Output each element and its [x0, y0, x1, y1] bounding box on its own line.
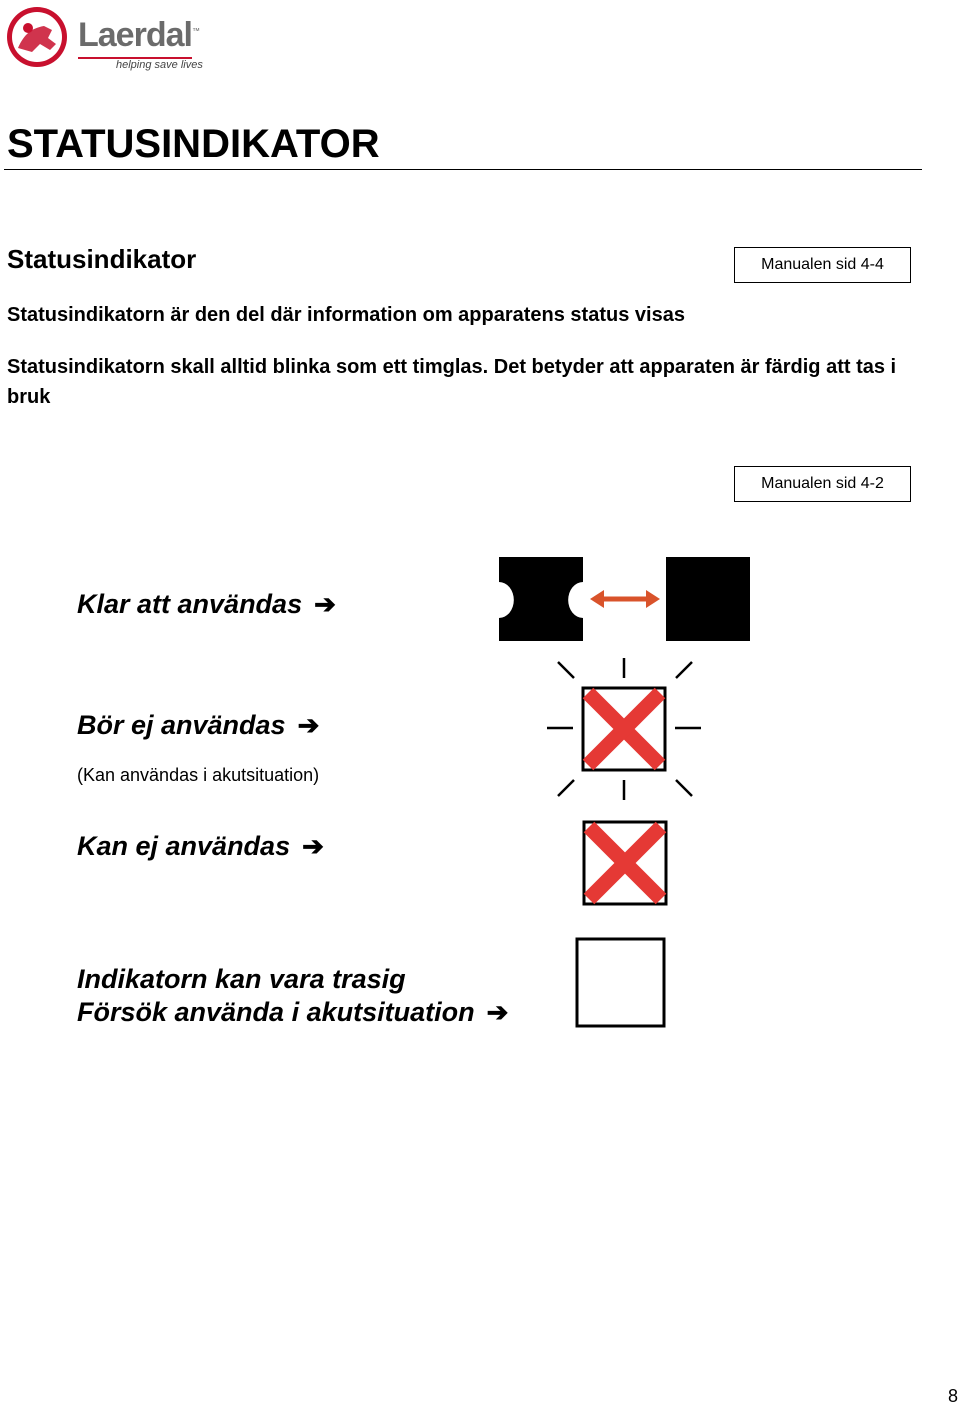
right-arrow-icon: ➔ [302, 831, 324, 861]
laerdal-logo [4, 2, 204, 72]
flashing-red-x-icon [544, 656, 704, 802]
brand-tagline: helping save lives [116, 59, 203, 71]
right-arrow-icon: ➔ [314, 589, 336, 619]
brand-name: Laerdal™ [78, 16, 199, 54]
page-number: 8 [948, 1386, 959, 1406]
right-arrow-icon: ➔ [486, 997, 509, 1027]
right-arrow-icon: ➔ [297, 710, 320, 740]
state-label-text: Klar att användas [77, 589, 303, 619]
state-unusable-label [77, 831, 324, 862]
page-title: STATUSINDIKATOR [7, 122, 380, 166]
state-ready-label [77, 589, 336, 620]
blink-description-paragraph: Statusindikatorn skall alltid blinka som ett timglas. Det betyder att apparaten är färdig att tas i bruk [7, 356, 897, 408]
manual-reference-box: Manualen sid 4-4 [734, 247, 911, 283]
laerdal-emblem-icon [4, 4, 70, 70]
manual-reference-box: Manualen sid 4-2 [734, 466, 911, 502]
title-divider [4, 169, 922, 170]
empty-frame [577, 939, 664, 1026]
tagline-underline [78, 57, 192, 59]
state-label-line1: Indikatorn kan vara trasig [77, 964, 406, 994]
trademark-symbol: ™ [191, 26, 199, 36]
section-subtitle: Statusindikator [7, 244, 197, 274]
state-label-text: Bör ej användas [77, 710, 286, 740]
state-not-recommended-label [77, 710, 319, 741]
emergency-use-note: (Kan användas i akutsituation) [77, 765, 320, 785]
state-label-text: Kan ej användas [77, 831, 291, 861]
blinking-hourglass-icon [498, 556, 752, 642]
intro-paragraph: Statusindikatorn är den del där information om apparatens status visas [7, 304, 685, 326]
solid-indicator [666, 557, 750, 641]
blank-indicator-icon [575, 937, 667, 1029]
double-arrow-icon [590, 590, 660, 608]
state-label-line2: Försök använda i akutsituation ➔ [77, 997, 509, 1027]
red-x-icon [582, 820, 668, 906]
state-broken-indicator-label [77, 963, 508, 1029]
